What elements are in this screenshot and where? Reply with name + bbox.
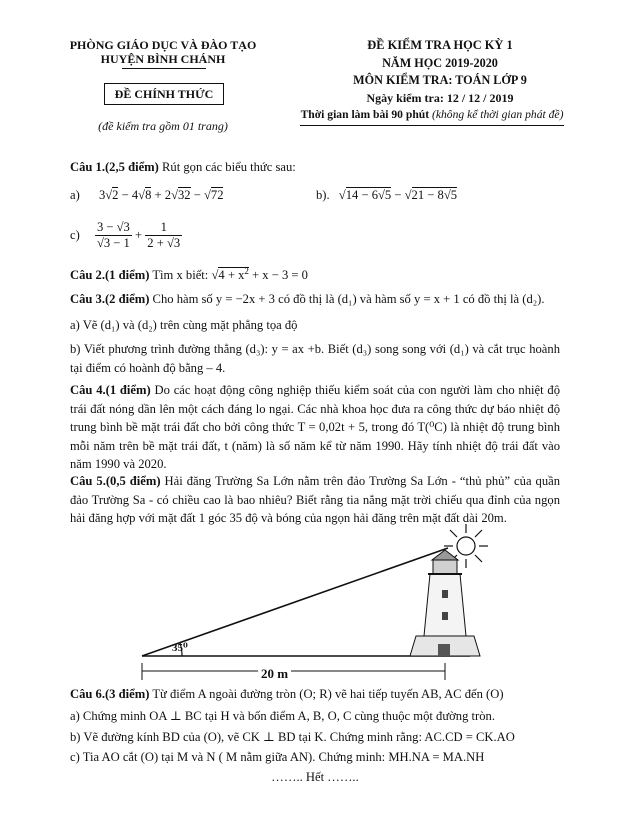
- q1a-label: a): [70, 188, 80, 202]
- exam-date: Ngày kiểm tra: 12 / 12 / 2019: [366, 91, 514, 105]
- sun-ray-line: [142, 548, 448, 656]
- q6-intro: [70, 687, 504, 702]
- q6b: b) Vẽ đường kính BD của (O), vẽ CK ⊥ BD tại K. Chứng minh rằng: AC.CD = CK.AO: [70, 730, 515, 744]
- end-marker: …….. Hết ……..: [271, 770, 359, 784]
- q1-label: Câu 1.(2,5 điểm): [70, 160, 159, 174]
- official-exam-box: [104, 83, 224, 105]
- time-note: (không kể thời gian phát đề): [432, 108, 564, 121]
- q3-label: Câu 3.(2 điểm): [70, 292, 150, 306]
- q6c: c) Tia AO cắt (O) tại M và N ( M nằm giữa AN). Chứng minh: MH.NA = MA.NH: [70, 750, 485, 764]
- department-name: PHÒNG GIÁO DỤC VÀ ĐÀO TẠO: [69, 38, 257, 52]
- q1b-label: b).: [316, 188, 330, 202]
- header-underline-left: [122, 68, 206, 69]
- q3-intro: [70, 292, 545, 307]
- q1c: c) $\frac{3 - √3}{√3 - 1}$ + $\frac{1}{2 + √3}$: [70, 220, 181, 250]
- q3b: b) Viết phương trình đường thẳng (d₃): y = ax +b. Biết (d₃) song song với (d₁) và cắt trục hoành tại điểm có hoành độ bằng – 4.: [70, 342, 560, 375]
- q6-intro-text: Từ điểm A ngoài đường tròn (O; R) vẽ hai tiếp tuyến AB, AC đến (O): [149, 687, 504, 701]
- time-main: Thời gian làm bài 90 phút: [300, 108, 430, 121]
- lighthouse-icon: [410, 550, 480, 656]
- q2-label: Câu 2.(1 điểm): [70, 268, 150, 283]
- q1-heading: [70, 160, 296, 175]
- q3-intro-text: Cho hàm số y = −2x + 3 có đồ thị là (d₁) và hàm số y = x + 1 có đồ thị là (d₂).: [149, 292, 545, 306]
- q5-text: Hải đăng Trường Sa Lớn nằm trên đảo Trường Sa Lớn - “thủ phủ” của quần đảo Trường Sa - có chiều cao là bao nhiêu? Biết rằng tia nắng mặt trời chiếu qua đỉnh của ngọn hải đăng hợp với mặt đất 1 góc 35 độ và bóng của ngọn hải đăng trên mặt đất dài 20m.: [70, 474, 561, 526]
- q5-label: Câu 5.(0,5 điểm): [70, 474, 161, 488]
- official-exam-label: ĐỀ CHÍNH THỨC: [114, 86, 214, 101]
- q6-label: Câu 6.(3 điểm): [70, 687, 150, 701]
- q2: Câu 2.(1 điểm) Tìm x biết: $√4 + x^2 + x - 3 = 0$: [70, 266, 308, 283]
- district-name: HUYỆN BÌNH CHÁNH: [100, 52, 226, 66]
- q1a: a) 3√2 − 4√8 + 2√32 − √72: [70, 188, 224, 202]
- q1c-label: c): [70, 228, 80, 242]
- q3a: a) Vẽ (d₁) và (d₂) trên cùng mặt phẳng tọa độ: [70, 318, 298, 332]
- school-year: NĂM HỌC 2019-2020: [382, 56, 498, 70]
- exam-title: ĐỀ KIỂM TRA HỌC KỲ 1: [367, 38, 513, 52]
- angle-label: 35⁰: [172, 642, 188, 654]
- q6a: a) Chứng minh OA ⊥ BC tại H và bốn điểm A, B, O, C cùng thuộc một đường tròn.: [70, 709, 495, 723]
- header-underline-right: [300, 125, 564, 126]
- lighthouse-diagram: [130, 520, 540, 685]
- distance-label: 20 m: [258, 666, 291, 682]
- q4: [70, 381, 560, 474]
- q4-text: Do các hoạt động công nghiệp thiếu kiểm soát của con người làm cho nhiệt độ trái đất nóng dần lên một cách đáng lo ngại. Các nhà khoa học đưa ra công thức dự báo nhiệt độ trung bình bề mặt trái đất cho bởi công thức T = 0,02t + 5, trong đó T(⁰C) là nhiệt độ trung bình mỗi năm trên bề mặt trái đất, t (năm) là số năm kể từ năm 1990. Hãy tính nhiệt độ trái đất vào năm 1990 và 2020.: [70, 383, 560, 472]
- q4-label: Câu 4.(1 điểm): [70, 383, 151, 397]
- pages-note: (đề kiểm tra gồm 01 trang): [98, 119, 228, 133]
- q1-text: Rút gọn các biểu thức sau:: [158, 160, 296, 174]
- q2-text: Tìm x biết:: [149, 268, 212, 283]
- subject-line: MÔN KIỂM TRA: TOÁN LỚP 9: [353, 73, 527, 87]
- q1b: b). √14 − 6√5 − √21 − 8√5: [316, 188, 458, 202]
- time-line: [282, 108, 582, 121]
